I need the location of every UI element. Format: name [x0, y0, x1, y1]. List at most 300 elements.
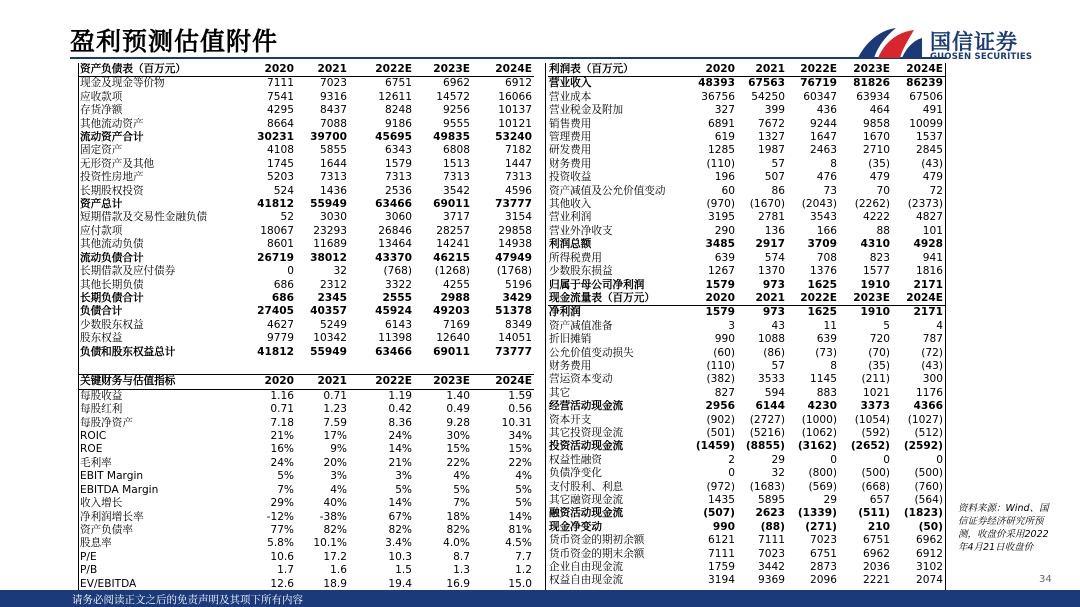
row-value: (5216) [749, 426, 785, 439]
row-label: 股息率 [80, 537, 112, 550]
row-value: 6751 [810, 547, 837, 560]
row-value: 6912 [505, 77, 532, 90]
row-value: 3322 [385, 278, 412, 291]
row-value: 63466 [375, 345, 412, 358]
row-value: (972) [706, 480, 735, 493]
row-value: 5% [453, 483, 470, 496]
row-value: (970) [706, 198, 735, 211]
row-value: 15.0 [508, 577, 532, 590]
row-value: 2312 [320, 278, 347, 291]
table-row [548, 494, 945, 507]
row-label: P/E [80, 550, 97, 563]
table-row [79, 389, 534, 403]
row-value: 4310 [860, 238, 890, 251]
row-value: 7182 [505, 144, 532, 157]
spacer-row [79, 367, 534, 375]
row-value: 1176 [916, 386, 943, 399]
row-value: 2 [728, 453, 735, 466]
year-header: 2021 [737, 63, 787, 77]
row-label: 资产总计 [80, 198, 123, 211]
table-row [79, 578, 534, 591]
row-label: 货币资金的期末余额 [549, 547, 645, 560]
row-value: 3.4% [385, 537, 412, 550]
table-row [548, 574, 945, 587]
row-value: (271) [805, 520, 837, 533]
row-value: 1.7 [277, 564, 294, 577]
table-row [548, 561, 945, 574]
row-value: 7.18 [270, 416, 294, 429]
row-value: (668) [861, 480, 890, 493]
row-value: 166 [816, 224, 837, 237]
row-value: (2043) [801, 198, 837, 211]
row-value: 24% [388, 430, 412, 443]
row-value: 1267 [708, 265, 735, 278]
row-value: 14% [388, 443, 412, 456]
row-value: 16% [270, 443, 294, 456]
table-row [548, 252, 945, 265]
table-row [548, 91, 945, 104]
row-value: 3533 [758, 373, 785, 386]
row-value: 0 [728, 467, 735, 480]
row-value: (72) [921, 346, 943, 359]
table-row [79, 305, 534, 318]
row-value: (1027) [907, 413, 943, 426]
row-label: 应收款项 [80, 90, 123, 103]
row-label: 每股净资产 [80, 416, 133, 429]
row-label: EBITDA Margin [80, 483, 159, 496]
row-value: 3543 [810, 211, 837, 224]
table-row [79, 417, 534, 430]
table-header-row [548, 63, 945, 77]
row-label: 存货净额 [80, 104, 123, 117]
row-value: 8.36 [388, 416, 412, 429]
row-label: 其它投资现金流 [549, 426, 624, 439]
row-value: (592) [861, 426, 890, 439]
row-value: 639 [816, 333, 837, 346]
row-label: 毛利率 [80, 456, 112, 469]
row-value: 10342 [313, 332, 347, 345]
row-label: 负债和股东权益总计 [80, 345, 176, 358]
row-value: (60) [713, 346, 735, 359]
row-value: 15% [508, 443, 532, 456]
row-value: 973 [762, 278, 785, 291]
row-value: 4366 [913, 400, 943, 413]
row-value: 41812 [257, 345, 294, 358]
row-value: 4295 [267, 104, 294, 117]
row-value: (1268) [434, 265, 470, 278]
row-label: 营业利润 [549, 211, 592, 224]
row-value: (2652) [850, 440, 890, 453]
row-value: 1644 [320, 157, 347, 170]
row-label: 负债合计 [80, 305, 123, 318]
row-value: 3030 [320, 211, 347, 224]
row-value: 1625 [807, 306, 837, 319]
row-value: 40357 [310, 305, 347, 318]
row-value: 196 [714, 171, 735, 184]
year-header: 2024E [892, 292, 945, 306]
row-label: 融资活动现金流 [549, 507, 624, 520]
table-row [548, 534, 945, 547]
row-label: 货币资金的期初余额 [549, 534, 645, 547]
row-label: 每股收益 [80, 389, 123, 402]
row-value: 6121 [708, 534, 735, 547]
section-title: 资产负债表（百万元） [79, 63, 249, 77]
row-value: 3442 [758, 561, 785, 574]
row-label: 净利润增长率 [80, 510, 144, 523]
row-value: 2536 [385, 184, 412, 197]
table-row [79, 144, 534, 157]
row-value: 823 [869, 251, 890, 264]
row-value: 3709 [807, 238, 837, 251]
table-row [79, 564, 534, 577]
footer-bar [0, 590, 1080, 607]
table-row [79, 185, 534, 198]
row-value: 7313 [385, 171, 412, 184]
title-divider [70, 57, 947, 59]
table-left-border [78, 63, 79, 590]
row-value: 5.8% [267, 537, 294, 550]
row-value: 0.49 [446, 403, 470, 416]
year-header: 2021 [296, 63, 349, 77]
row-value: 686 [271, 291, 294, 304]
row-value: (211) [861, 373, 890, 386]
row-value: 1.23 [323, 403, 347, 416]
page-title: 盈利预测估值附件 [70, 27, 279, 56]
table-row [548, 171, 945, 184]
row-value: 1816 [916, 265, 943, 278]
table-row [548, 131, 945, 144]
left-financial-table [79, 63, 534, 591]
table-row [548, 185, 945, 198]
table-header-row [79, 375, 534, 389]
guosen-logo-icon [856, 22, 924, 62]
row-value: 686 [273, 278, 294, 291]
row-value: 1.16 [270, 389, 294, 402]
table-row [548, 373, 945, 386]
row-value: 24% [270, 456, 294, 469]
table-row [79, 403, 534, 416]
row-value: 5% [515, 497, 532, 510]
row-value: (86) [763, 346, 785, 359]
row-value: 43370 [375, 251, 412, 264]
row-value: 2956 [705, 400, 735, 413]
row-value: 657 [869, 494, 890, 506]
row-value: (1054) [854, 413, 890, 426]
table-row [548, 104, 945, 117]
row-value: 7541 [267, 90, 294, 103]
row-value: 787 [922, 333, 943, 346]
row-value: 11 [823, 319, 837, 332]
row-value: 39700 [310, 131, 347, 144]
table-row [79, 171, 534, 184]
row-label: 资产减值准备 [549, 319, 613, 332]
table-row [548, 211, 945, 224]
row-value: 2781 [758, 211, 785, 224]
row-label: 长期股权投资 [80, 184, 144, 197]
row-value: 0.42 [388, 403, 412, 416]
spacer-cell [79, 359, 249, 367]
row-value: 15% [446, 443, 470, 456]
table-row [79, 77, 534, 91]
table-row [79, 252, 534, 265]
year-header: 2022E [349, 375, 414, 389]
table-row [548, 507, 945, 520]
spacer-row [79, 359, 534, 367]
row-value: 9.28 [446, 416, 470, 429]
row-value: 6751 [385, 77, 412, 90]
row-label: 固定资产 [80, 144, 123, 157]
table-row [548, 414, 945, 427]
row-value: 1.40 [446, 389, 470, 402]
row-value: 7088 [320, 117, 347, 130]
table-row [79, 238, 534, 251]
row-value: 7313 [505, 171, 532, 184]
row-value: 2917 [755, 238, 785, 251]
row-value: 3429 [502, 291, 532, 304]
row-value: 28257 [436, 224, 470, 237]
row-value: 34% [508, 430, 532, 443]
spacer-cell [472, 359, 534, 367]
table-row [79, 225, 534, 238]
row-value: 6962 [916, 534, 943, 547]
row-value: 4.5% [505, 537, 532, 550]
row-label: 投资收益 [549, 171, 592, 184]
row-value: 73777 [495, 198, 532, 211]
table-header-row [548, 292, 945, 306]
table-row [548, 360, 945, 373]
logo-text-en: GUOSEN SECURITIES [930, 52, 1033, 62]
row-value: 10099 [909, 117, 943, 130]
table-row [79, 292, 534, 305]
row-value: 4 [936, 319, 943, 332]
row-value: 5895 [758, 494, 785, 506]
row-value: 2074 [916, 574, 943, 587]
row-value: 12611 [378, 90, 412, 103]
row-value: 464 [869, 104, 890, 117]
row-value: 60347 [803, 90, 837, 103]
row-value: 1745 [267, 157, 294, 170]
page-number: 34 [1039, 574, 1052, 585]
row-label: 少数股东权益 [80, 318, 144, 331]
row-value: 1435 [708, 494, 735, 506]
row-value: (507) [703, 507, 735, 520]
row-value: 1625 [807, 278, 837, 291]
year-header: 2021 [737, 292, 787, 306]
row-label: 经营活动现金流 [549, 400, 624, 413]
table-row [79, 91, 534, 104]
row-value: 30% [446, 430, 470, 443]
row-value: 720 [869, 333, 890, 346]
row-value: 7.7 [515, 550, 532, 563]
row-value: 1987 [758, 144, 785, 157]
row-value: 1577 [863, 265, 890, 278]
row-value: 67506 [909, 90, 943, 103]
row-value: 5855 [320, 144, 347, 157]
table-row [548, 198, 945, 211]
row-value: 55949 [310, 198, 347, 211]
row-value: 46215 [433, 251, 470, 264]
row-value: 52 [280, 211, 294, 224]
row-value: 2036 [863, 561, 890, 574]
table-row [79, 537, 534, 550]
row-value: -38% [319, 510, 347, 523]
row-value: 1910 [860, 278, 890, 291]
row-value: 82% [323, 523, 347, 536]
row-value: 476 [816, 171, 837, 184]
row-label: 每股红利 [80, 403, 123, 416]
row-value: 9779 [267, 332, 294, 345]
row-label: 投资性房地产 [80, 171, 144, 184]
row-value: 10.1% [313, 537, 347, 550]
row-value: 5% [515, 483, 532, 496]
row-value: 7023 [758, 547, 785, 560]
row-value: 16066 [498, 90, 532, 103]
row-value: 941 [922, 251, 943, 264]
row-value: (1000) [801, 413, 837, 426]
row-label: 研发费用 [549, 144, 592, 157]
row-value: 827 [714, 386, 735, 399]
row-value: (512) [914, 426, 943, 439]
row-value: 48393 [698, 77, 735, 90]
row-label: 支付股利、利息 [549, 480, 624, 493]
row-value: 479 [869, 171, 890, 184]
row-value: 49835 [433, 131, 470, 144]
table-row [548, 144, 945, 157]
row-value: 3542 [443, 184, 470, 197]
row-value: 14241 [436, 238, 470, 251]
row-value: 1.5 [395, 564, 412, 577]
row-value: (768) [383, 265, 412, 278]
spacer-cell [414, 359, 472, 367]
row-label: 负债净变化 [549, 467, 602, 480]
row-value: 1537 [916, 131, 943, 144]
row-label: 管理费用 [549, 131, 592, 144]
row-value: 3154 [505, 211, 532, 224]
row-value: 4255 [443, 278, 470, 291]
row-value: 436 [816, 104, 837, 117]
row-label: 所得税费用 [549, 251, 602, 264]
table-row [548, 440, 945, 453]
row-value: 22% [446, 456, 470, 469]
row-value: 6343 [385, 144, 412, 157]
row-value: 7672 [758, 117, 785, 130]
row-value: 2345 [317, 291, 347, 304]
row-value: 2710 [863, 144, 890, 157]
row-value: 507 [764, 171, 785, 184]
row-value: 77% [270, 523, 294, 536]
row-label: 流动负债合计 [80, 251, 144, 264]
row-value: 9316 [320, 90, 347, 103]
spacer-cell [79, 367, 249, 375]
row-label: 其它 [549, 386, 571, 399]
row-value: (88) [760, 520, 785, 533]
row-value: 14572 [436, 90, 470, 103]
row-value: 3% [395, 470, 412, 483]
row-value: 63466 [375, 198, 412, 211]
row-value: 7% [453, 497, 470, 510]
source-note: 资料来源：Wind、国信证券经济研究所预测，收盘价采用2022年4月21日收盘价 [958, 503, 1049, 553]
row-value: 8664 [267, 117, 294, 130]
brand-logo [856, 22, 1036, 66]
row-value: (1768) [496, 265, 532, 278]
row-label: 流动资产合计 [80, 131, 144, 144]
year-header: 2022E [787, 63, 839, 77]
row-label: EV/EBITDA [80, 577, 137, 590]
row-value: 7% [277, 483, 294, 496]
row-value: 4% [515, 470, 532, 483]
table-row [548, 400, 945, 413]
row-value: (2262) [854, 198, 890, 211]
row-value: 18% [446, 510, 470, 523]
row-value: (1459) [695, 440, 735, 453]
row-value: (500) [914, 467, 943, 480]
row-label: 其他长期负债 [80, 278, 144, 291]
row-value: 1.59 [508, 389, 532, 402]
row-value: 290 [714, 224, 735, 237]
row-value: 7111 [267, 77, 294, 90]
row-value: 524 [273, 184, 294, 197]
row-label: 营业收入 [549, 77, 592, 90]
row-value: 7.59 [323, 416, 347, 429]
table-row [79, 279, 534, 292]
row-value: (500) [861, 467, 890, 480]
row-value: 1579 [705, 278, 735, 291]
row-value: 88 [876, 224, 890, 237]
year-header: 2023E [414, 63, 472, 77]
row-value: 11398 [378, 332, 412, 345]
row-value: 29858 [498, 224, 532, 237]
row-value: 4230 [807, 400, 837, 413]
row-value: 0 [883, 453, 890, 466]
row-value: (43) [921, 359, 943, 372]
row-value: 10.31 [501, 416, 532, 429]
row-label: 应付款项 [80, 224, 123, 237]
row-value: 9555 [443, 117, 470, 130]
row-value: 10.6 [270, 550, 294, 563]
row-value: 7023 [810, 534, 837, 547]
row-value: 60 [721, 184, 735, 197]
row-value: 1145 [810, 373, 837, 386]
row-value: (8855) [745, 440, 785, 453]
row-value: 13464 [378, 238, 412, 251]
row-value: 1579 [385, 157, 412, 170]
row-label: 企业自由现金流 [549, 561, 624, 574]
row-value: (2727) [749, 413, 785, 426]
row-value: 2096 [810, 574, 837, 587]
row-value: 19.4 [388, 577, 412, 590]
row-value: 1910 [860, 306, 890, 319]
row-value: 41812 [257, 198, 294, 211]
row-value: 7111 [708, 547, 735, 560]
row-value: 14051 [498, 332, 532, 345]
row-value: 1021 [863, 386, 890, 399]
row-value: (35) [868, 359, 890, 372]
row-value: 1.3 [453, 564, 470, 577]
row-value: 36756 [701, 90, 735, 103]
row-value: 40% [323, 497, 347, 510]
row-value: 82% [388, 523, 412, 536]
row-value: -12% [266, 510, 294, 523]
table-row [79, 470, 534, 483]
row-value: 8601 [267, 238, 294, 251]
year-header: 2023E [839, 292, 892, 306]
table-row [79, 497, 534, 510]
row-value: 12640 [436, 332, 470, 345]
row-value: 9858 [863, 117, 890, 130]
row-value: 69011 [433, 198, 470, 211]
row-value: 327 [714, 104, 735, 117]
year-header: 2024E [472, 63, 534, 77]
